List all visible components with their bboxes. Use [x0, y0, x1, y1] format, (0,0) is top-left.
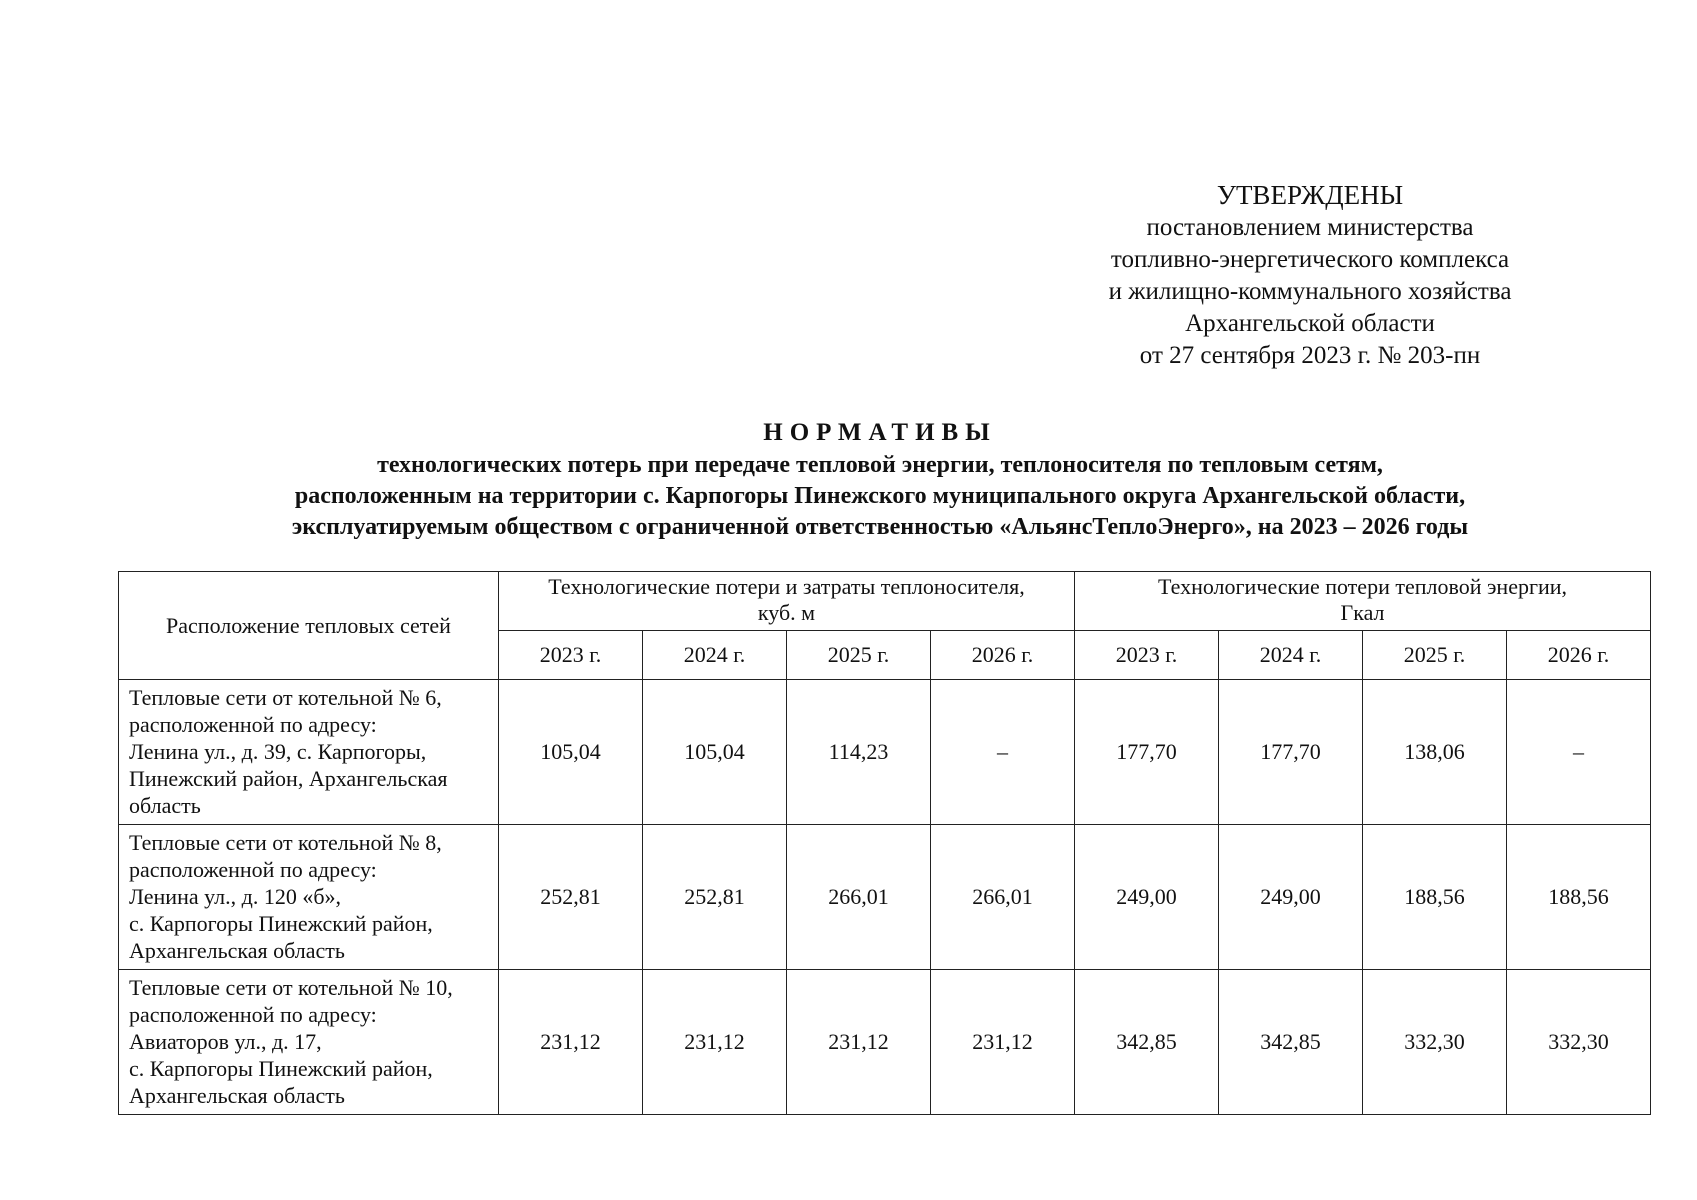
heat-value-cell: 332,30 [1507, 970, 1651, 1115]
norms-table [118, 571, 1651, 1115]
table-row [119, 825, 1651, 970]
location-cell [119, 680, 499, 825]
coolant-value-cell: 266,01 [787, 825, 931, 970]
document-subtitle-line: эксплуатируемым обществом с ограниченной ответственностью «АльянсТеплоЭнерго», на 2023 – 2026 годы [291, 514, 1469, 540]
header-year: 2025 г. [1363, 631, 1507, 680]
approval-line: постановлением министерства [1146, 214, 1474, 241]
approval-date-line: от 27 сентября 2023 г. № 203-пн [1139, 342, 1481, 369]
heat-value-cell: 332,30 [1363, 970, 1507, 1115]
location-line: расположенной по адресу: [129, 857, 377, 882]
header-year: 2023 г. [499, 631, 643, 680]
location-line: Ленина ул., д. 120 «б», [129, 884, 342, 909]
approval-line: и жилищно-коммунального хозяйства [1108, 278, 1512, 305]
heat-value-cell: 177,70 [1219, 680, 1363, 825]
approval-heading: УТВЕРЖДЕНЫ [1216, 180, 1404, 210]
location-line: Архангельская область [129, 938, 345, 963]
coolant-value-cell: 266,01 [931, 825, 1075, 970]
location-cell [119, 825, 499, 970]
location-line: Тепловые сети от котельной № 8, [129, 830, 442, 855]
heat-value-cell: 249,00 [1219, 825, 1363, 970]
location-line: с. Карпогоры Пинежский район, [129, 1056, 433, 1081]
header-coolant-unit: куб. м [757, 600, 816, 625]
header-year: 2024 г. [1219, 631, 1363, 680]
heat-value-cell: 342,85 [1075, 970, 1219, 1115]
heat-value-cell: 138,06 [1363, 680, 1507, 825]
heat-value-cell: 188,56 [1507, 825, 1651, 970]
heat-value-cell: 188,56 [1363, 825, 1507, 970]
approval-line: Архангельской области [1185, 310, 1435, 337]
header-heat-unit: Гкал [1340, 600, 1385, 625]
coolant-value-cell: 231,12 [931, 970, 1075, 1115]
header-year: 2023 г. [1075, 631, 1219, 680]
location-line: Архангельская область [129, 1083, 345, 1108]
header-year: 2024 г. [643, 631, 787, 680]
table-row [119, 970, 1651, 1115]
location-line: Тепловые сети от котельной № 6, [129, 685, 442, 710]
coolant-value-cell: 252,81 [643, 825, 787, 970]
table-header-row [119, 572, 1651, 631]
header-year: 2025 г. [787, 631, 931, 680]
location-line: расположенной по адресу: [129, 712, 377, 737]
header-coolant-title: Технологические потери и затраты теплоносителя, [548, 574, 1025, 599]
location-line: Тепловые сети от котельной № 10, [129, 975, 453, 1000]
heat-value-cell: 249,00 [1075, 825, 1219, 970]
location-cell [119, 970, 499, 1115]
location-line: с. Карпогоры Пинежский район, [129, 911, 433, 936]
coolant-value-cell: – [931, 680, 1075, 825]
header-year: 2026 г. [1507, 631, 1651, 680]
document-subtitle-line: технологических потерь при передаче тепловой энергии, теплоносителя по тепловым сетям, [377, 452, 1383, 478]
header-coolant-group [499, 572, 1075, 631]
coolant-value-cell: 231,12 [787, 970, 931, 1115]
header-location: Расположение тепловых сетей [119, 572, 499, 680]
header-heat-title: Технологические потери тепловой энергии, [1158, 574, 1568, 599]
heat-value-cell: 342,85 [1219, 970, 1363, 1115]
approval-line: топливно-энергетического комплекса [1110, 246, 1510, 273]
header-year: 2026 г. [931, 631, 1075, 680]
table-row [119, 680, 1651, 825]
location-line: область [129, 793, 201, 818]
location-line: Авиаторов ул., д. 17, [129, 1029, 322, 1054]
coolant-value-cell: 252,81 [499, 825, 643, 970]
coolant-value-cell: 105,04 [643, 680, 787, 825]
approval-block [1080, 178, 1540, 372]
location-line: расположенной по адресу: [129, 1002, 377, 1027]
heat-value-cell: – [1507, 680, 1651, 825]
document-title-block [110, 416, 1650, 543]
header-heat-group [1075, 572, 1651, 631]
document-subtitle-line: расположенным на территории с. Карпогоры Пинежского муниципального округа Архангельской области, [294, 483, 1466, 509]
coolant-value-cell: 231,12 [643, 970, 787, 1115]
location-line: Пинежский район, Архангельская [129, 766, 448, 791]
heat-value-cell: 177,70 [1075, 680, 1219, 825]
coolant-value-cell: 114,23 [787, 680, 931, 825]
location-line: Ленина ул., д. 39, с. Карпогоры, [129, 739, 427, 764]
document-title: НОРМАТИВЫ [763, 419, 997, 446]
coolant-value-cell: 105,04 [499, 680, 643, 825]
coolant-value-cell: 231,12 [499, 970, 643, 1115]
